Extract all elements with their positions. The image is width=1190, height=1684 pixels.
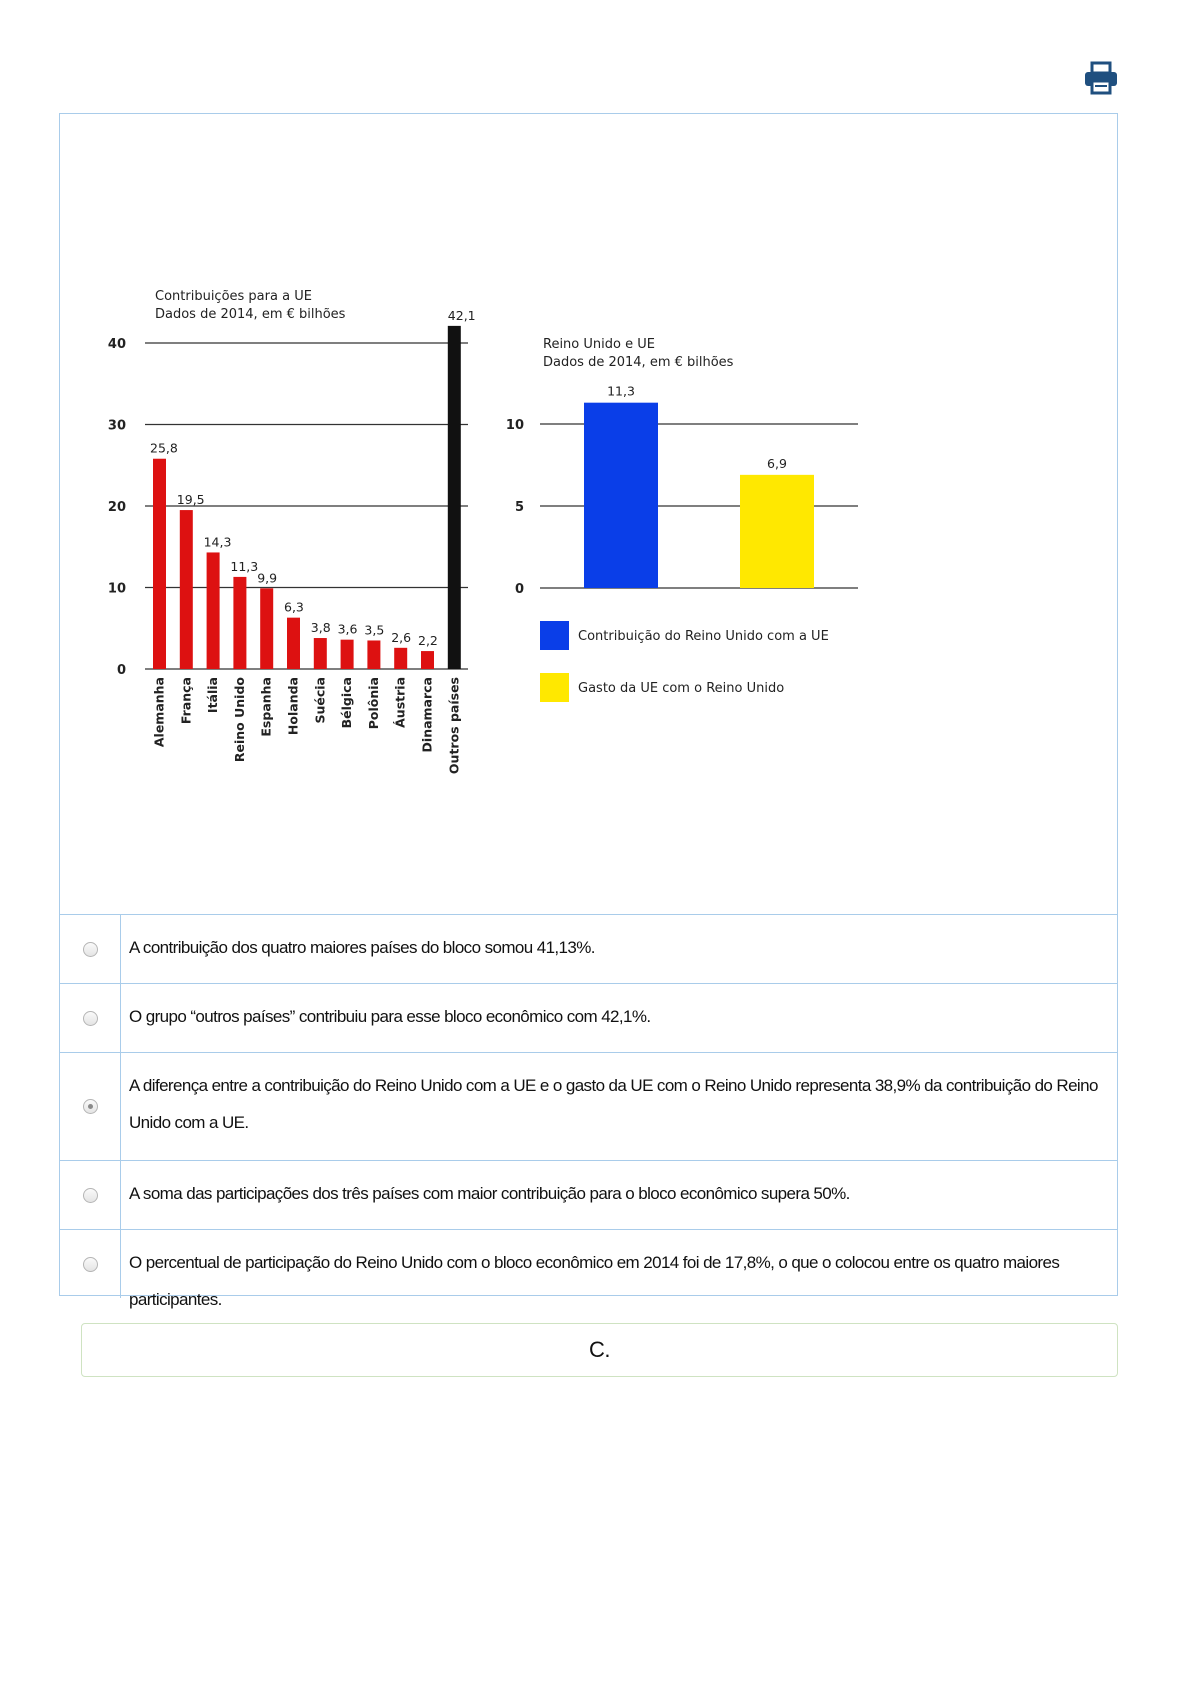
right-chart-subtitle: Dados de 2014, em € bilhões xyxy=(543,355,734,370)
left-category-label: Holanda xyxy=(285,677,301,736)
left-y-tick-label: 30 xyxy=(107,418,126,434)
left-bar-value-label: 11,3 xyxy=(230,558,259,574)
left-bar-value-label: 3,8 xyxy=(310,620,331,636)
legend-swatch xyxy=(540,621,569,650)
option-text: O percentual de participação do Reino Unido com o bloco econômico em 2014 foi de 17,8%, o que o colocou entre os quatro maiores participantes. xyxy=(129,1253,1060,1309)
right-chart xyxy=(506,337,858,702)
option-radio-cell xyxy=(60,1161,121,1229)
option-radio[interactable] xyxy=(83,1188,98,1203)
right-bar-value-label: 11,3 xyxy=(607,383,635,399)
legend-label: Contribuição do Reino Unido com a UE xyxy=(578,629,829,644)
option-radio[interactable] xyxy=(83,1099,98,1114)
left-category-label: Áustria xyxy=(392,677,408,728)
left-bar xyxy=(314,638,327,669)
left-category-label: Polônia xyxy=(365,677,381,730)
answer-text: C. xyxy=(589,1337,610,1362)
left-chart-subtitle: Dados de 2014, em € bilhões xyxy=(155,307,346,322)
left-bar-value-label: 2,6 xyxy=(391,629,412,645)
left-chart-title: Contribuições para a UE xyxy=(155,289,312,304)
option-radio[interactable] xyxy=(83,942,98,957)
option-text: A soma das participações dos três países com maior contribuição para o bloco econômico supera 50%. xyxy=(129,1184,850,1203)
chart-figure xyxy=(60,114,1117,914)
left-bar xyxy=(448,326,461,669)
right-y-tick-label: 0 xyxy=(514,582,524,597)
option-radio[interactable] xyxy=(83,1011,98,1026)
left-category-label: Alemanha xyxy=(151,677,167,748)
option-row[interactable] xyxy=(60,1160,1117,1229)
left-bar xyxy=(153,459,166,669)
answer-feedback xyxy=(81,1323,1118,1377)
option-radio[interactable] xyxy=(83,1257,98,1272)
option-row[interactable] xyxy=(60,983,1117,1052)
left-category-label: França xyxy=(178,677,194,725)
left-bar-value-label: 6,3 xyxy=(284,599,304,615)
left-bar xyxy=(287,618,300,669)
left-bar-value-label: 9,9 xyxy=(257,570,278,586)
left-bar-value-label: 25,8 xyxy=(150,440,178,456)
left-y-tick-label: 40 xyxy=(107,337,126,352)
option-radio-cell xyxy=(60,984,121,1052)
option-radio-cell xyxy=(60,1053,121,1160)
right-bar xyxy=(740,475,814,588)
left-bar xyxy=(260,588,273,669)
print-icon[interactable] xyxy=(1083,60,1119,96)
left-y-tick-label: 0 xyxy=(116,663,126,678)
option-row[interactable] xyxy=(60,914,1117,983)
left-bar xyxy=(341,640,354,669)
legend-swatch xyxy=(540,673,569,702)
left-bar-value-label: 42,1 xyxy=(447,307,476,323)
right-chart-title: Reino Unido e UE xyxy=(543,337,655,352)
left-bar xyxy=(207,552,220,669)
left-category-label: Suécia xyxy=(312,677,328,724)
left-bar-value-label: 2,2 xyxy=(418,633,438,649)
left-category-label: Outros países xyxy=(446,677,462,775)
left-bar-value-label: 19,5 xyxy=(176,492,205,508)
legend-label: Gasto da UE com o Reino Unido xyxy=(578,681,785,696)
option-text: O grupo “outros países” contribuiu para esse bloco econômico com 42,1%. xyxy=(129,1007,651,1026)
option-text: A contribuição dos quatro maiores países do bloco somou 41,13%. xyxy=(129,938,595,957)
left-category-label: Espanha xyxy=(258,677,274,737)
left-category-label: Itália xyxy=(205,677,221,714)
left-chart xyxy=(108,289,476,774)
left-y-tick-label: 20 xyxy=(107,500,126,515)
left-bar xyxy=(233,577,246,669)
option-text: A diferença entre a contribuição do Reino Unido com a UE e o gasto da UE com o Reino Unido representa 38,9% da contribuição do Reino Unido com a UE. xyxy=(129,1076,1098,1132)
right-bar xyxy=(584,403,658,588)
option-row[interactable] xyxy=(60,1052,1117,1160)
left-category-label: Bélgica xyxy=(339,677,355,729)
left-bar-value-label: 14,3 xyxy=(203,534,232,550)
left-category-label: Reino Unido xyxy=(231,677,247,763)
left-bar xyxy=(180,510,193,669)
right-y-tick-label: 10 xyxy=(505,418,524,433)
right-bar-value-label: 6,9 xyxy=(767,455,787,471)
right-y-tick-label: 5 xyxy=(514,500,524,515)
left-category-label: Dinamarca xyxy=(419,677,435,753)
answer-options xyxy=(60,914,1117,1309)
left-bar-value-label: 3,6 xyxy=(337,621,358,637)
option-radio-cell xyxy=(60,915,121,983)
option-row[interactable] xyxy=(60,1229,1117,1309)
left-y-tick-label: 10 xyxy=(107,581,126,597)
left-bar-value-label: 3,5 xyxy=(364,622,385,638)
question-box xyxy=(59,113,1118,1309)
left-bar xyxy=(394,648,407,669)
left-bar xyxy=(367,640,380,669)
left-bar xyxy=(421,651,434,669)
option-radio-cell xyxy=(60,1230,121,1298)
